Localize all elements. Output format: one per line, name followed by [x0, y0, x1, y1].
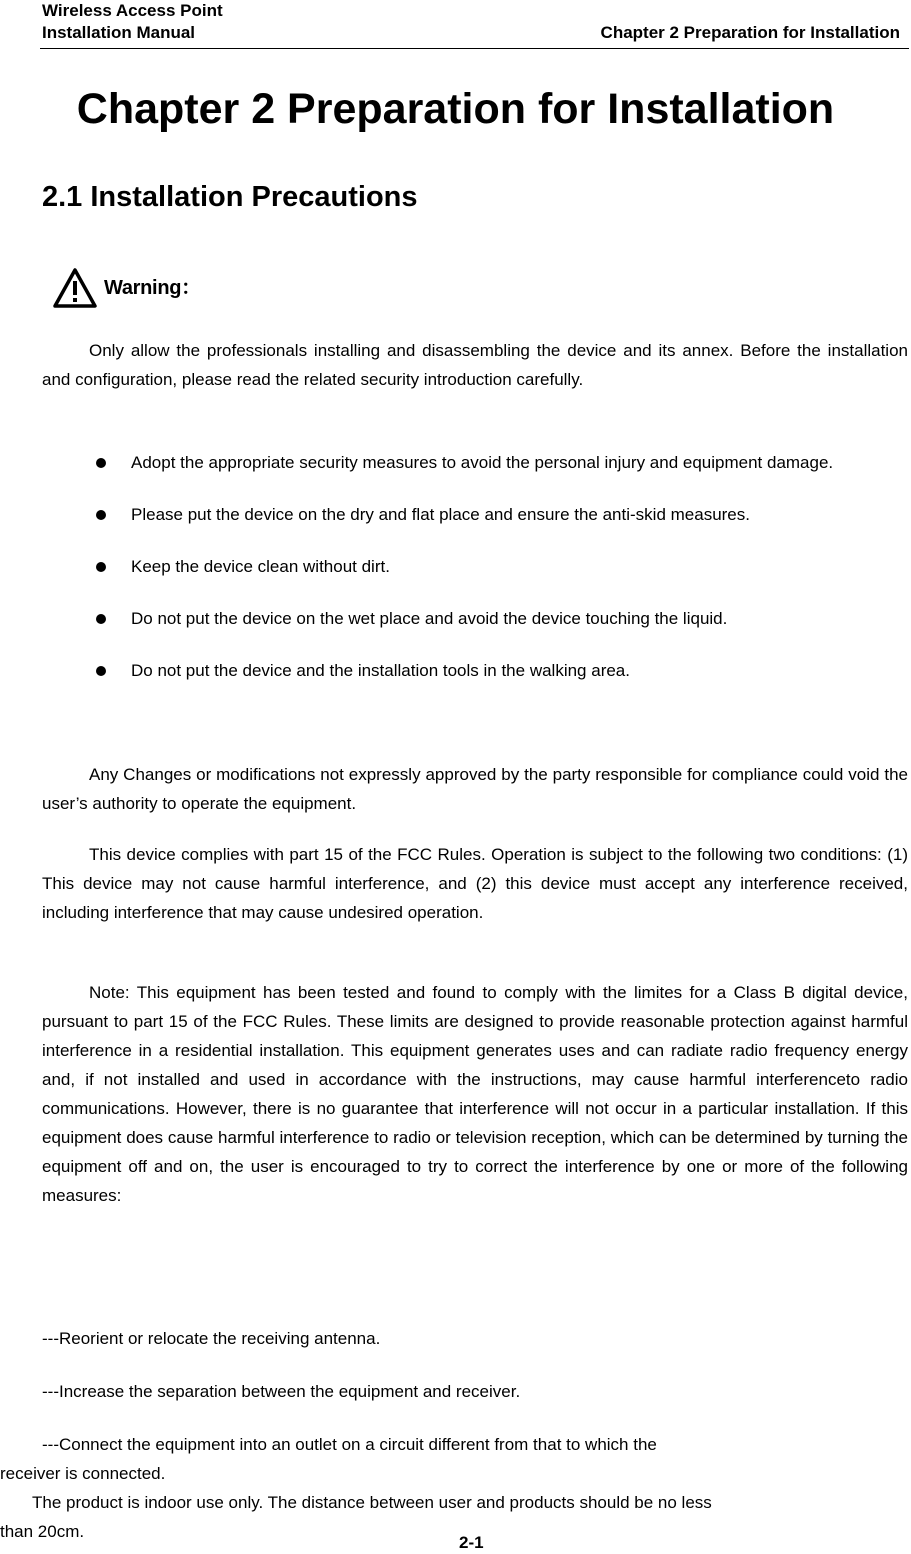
fcc-paragraph: This device complies with part 15 of the FCC Rules. Operation is subject to the following two conditions: (1) This device may not cause harmful interference, and (2) this device must accept any interference received, including interference that may cause undesired operation. [42, 845, 908, 922]
note-paragraph: Note: This equipment has been tested and found to comply with the limites for a Class B digital device, pursuant to part 15 of the FCC Rules. These limits are designed to provide reasonable protection against harmful interference in a residential installation. This equipment generates uses and can radiate radio frequency energy and, if not installed and used in accordance with the instructions, may cause harmful interferenceto radio communications. However, there is no guarantee that interference will not occur in a particular installation. If this equipment does cause harmful interference to radio or television reception, which can be determined by turning the equipment off and on, the user is encouraged to try to correct the interference by one or more of the following measures: [42, 983, 908, 1205]
warning-triangle-icon [52, 267, 98, 309]
list-item: Adopt the appropriate security measures to avoid the personal injury and equipment damage. [42, 448, 908, 477]
measure-outlet: ---Connect the equipment into an outlet on a circuit different from that to which the [42, 1435, 657, 1454]
bullet-icon [96, 562, 106, 572]
list-item: Do not put the device on the wet place and avoid the device touching the liquid. [42, 604, 908, 633]
list-item: Do not put the device and the installation tools in the walking area. [42, 656, 908, 685]
bullet-icon [96, 510, 106, 520]
changes-paragraph: Any Changes or modifications not expressly approved by the party responsible for compliance could void the user’s authority to operate the equipment. [42, 765, 908, 813]
chapter-title: Chapter 2 Preparation for Installation [76, 85, 835, 133]
measure-outlet-continued: receiver is connected. [0, 1464, 166, 1483]
bullet-icon [96, 666, 106, 676]
header-chapter: Chapter 2 Preparation for Installation [600, 23, 900, 42]
indoor-use-note: The product is indoor use only. The distance between user and products should be no less [32, 1493, 712, 1512]
intro-paragraph: Only allow the professionals installing and disassembling the device and its annex. Before the installation and configuration, please read the related security introduction carefully. [42, 341, 908, 389]
warning-label: Warning： [104, 277, 201, 299]
indoor-use-note-continued: than 20cm. [0, 1522, 85, 1541]
list-item: Keep the device clean without dirt. [42, 552, 908, 581]
warning-callout [52, 265, 201, 311]
section-title: 2.1 Installation Precautions [42, 181, 418, 213]
list-item: Please put the device on the dry and flat place and ensure the anti-skid measures. [42, 500, 908, 529]
page-number: 2-1 [459, 1533, 484, 1552]
precaution-list [42, 448, 908, 708]
header-manual-product: Wireless Access Point [42, 1, 223, 20]
measure-separation: ---Increase the separation between the equipment and receiver. [42, 1382, 521, 1401]
bullet-icon [96, 614, 106, 624]
header-manual-type: Installation Manual [42, 23, 196, 42]
measure-reorient: ---Reorient or relocate the receiving antenna. [42, 1329, 381, 1348]
header-divider [40, 48, 909, 49]
bullet-icon [96, 458, 106, 468]
